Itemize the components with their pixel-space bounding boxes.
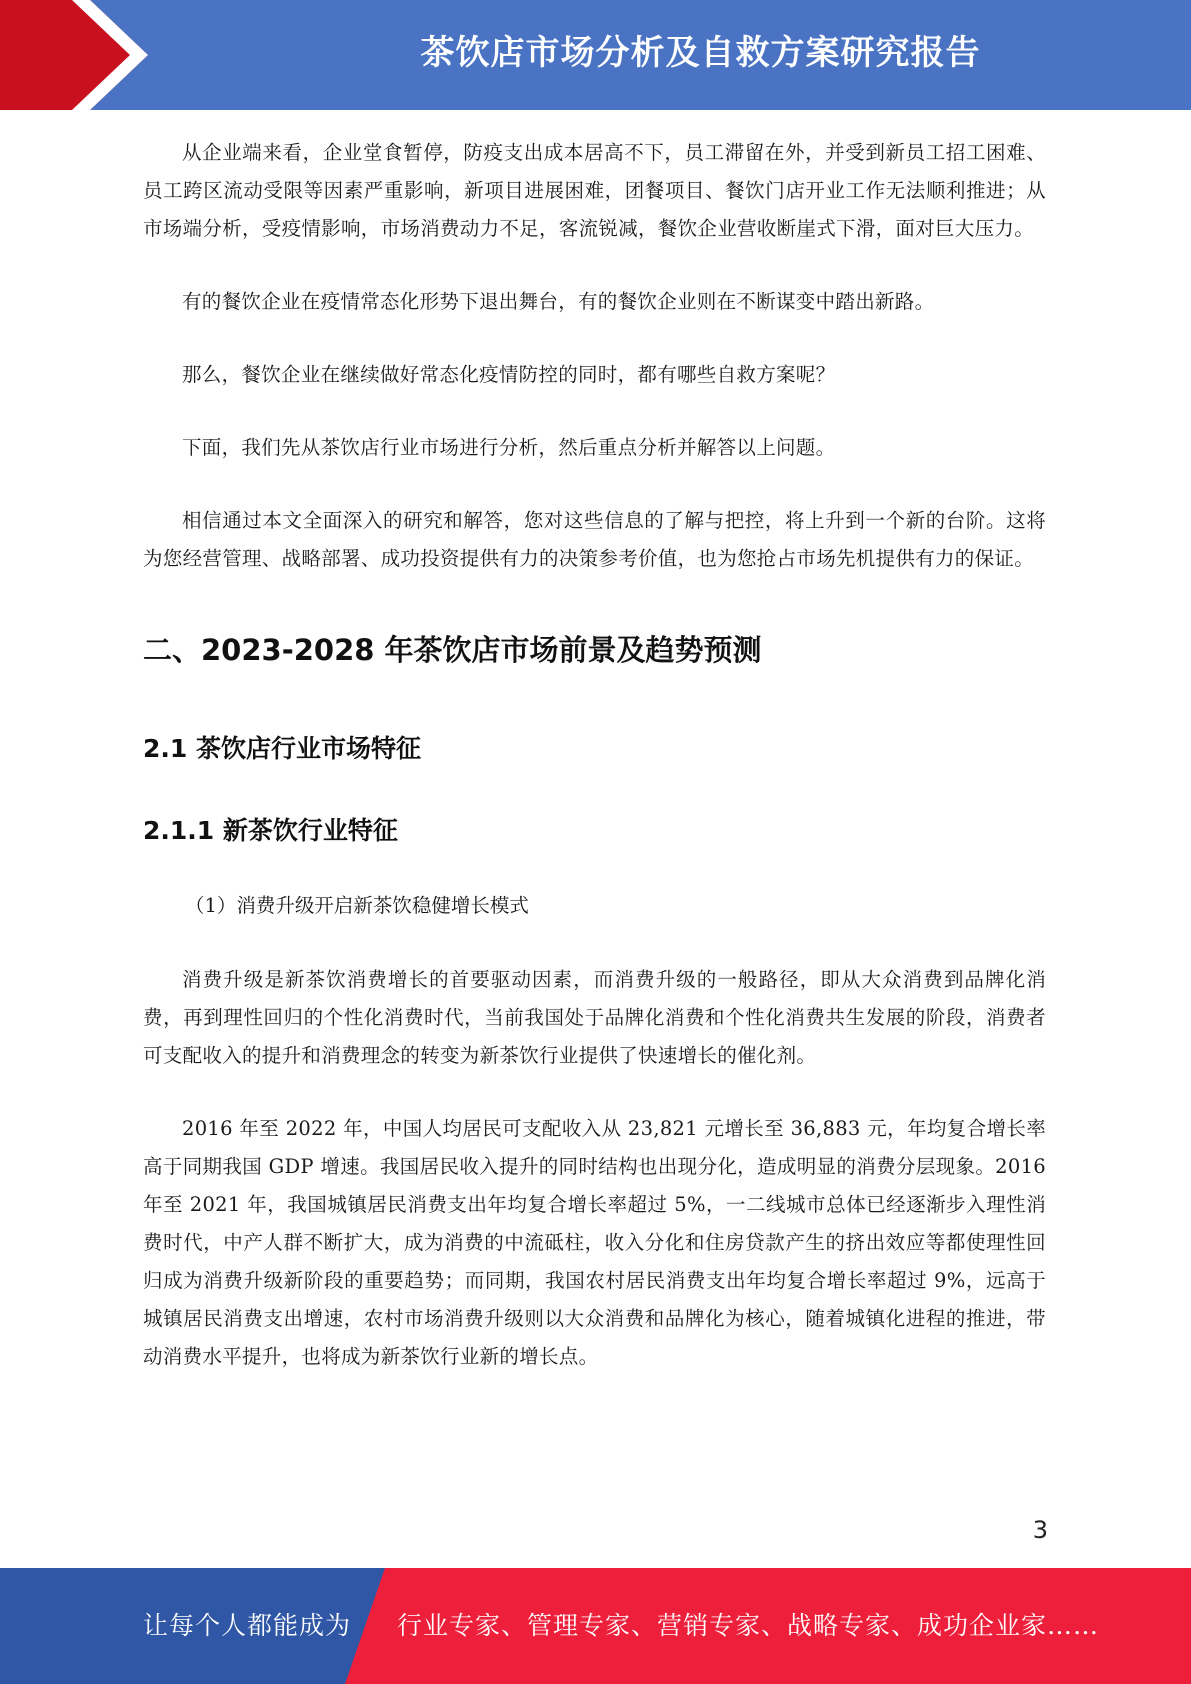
subsection-heading: 2.1 茶饮店行业市场特征 [143, 734, 421, 763]
section-heading: 二、2023-2028 年茶饮店市场前景及趋势预测 [143, 633, 762, 667]
paragraph-7: 2016 年至 2022 年，中国人均居民可支配收入从 23,821 元增长至 36,883 元，年均复合增长率高于同期我国 GDP 增速。我国居民收入提升的同时结构也出现分化，造成明显的消费分层现象。2016 年至 2021 年，我国城镇居民消费支出年均复合增长率超过 5%，一二线城市总体已经逐渐步入理性消费时代，中产人群不断扩大，成为消费的中流砥柱，收入分化和住房贷款产生的挤出效应等都使理性回归成为消费升级新阶段的重要趋势；而同期，我国农村居民消费支出年均复合增长率超过 9%，远高于城镇居民消费支出增速，农村市场消费升级则以大众消费和品牌化为核心，随着城镇化进程的推进，带动消费水平提升，也将成为新茶饮行业新的增长点。 [143, 1117, 1046, 1368]
footer-slogan-left: 让每个人都能成为 [143, 1611, 352, 1640]
report-title: 茶饮店市场分析及自救方案研究报告 [420, 33, 981, 73]
footer-slogan-right: 行业专家、管理专家、营销专家、战略专家、成功企业家…… [397, 1611, 1100, 1640]
paragraph-2: 有的餐饮企业在疫情常态化形势下退出舞台，有的餐饮企业则在不断谋变中踏出新路。 [182, 290, 935, 313]
page-number: 3 [1032, 1516, 1048, 1544]
subsubsection-heading: 2.1.1 新茶饮行业特征 [143, 816, 398, 845]
header-red-arrow [0, 0, 160, 110]
page-footer [0, 1568, 1191, 1684]
paragraph-4: 下面，我们先从茶饮店行业市场进行分析，然后重点分析并解答以上问题。 [182, 436, 836, 459]
paragraph-3: 那么，餐饮企业在继续做好常态化疫情防控的同时，都有哪些自救方案呢？ [182, 363, 836, 386]
paragraph-1: 从企业端来看，企业堂食暂停，防疫支出成本居高不下，员工滞留在外，并受到新员工招工困难、员工跨区流动受限等因素严重影响，新项目进展困难，团餐项目、餐饮门店开业工作无法顺利推进；从市场端分析，受疫情影响，市场消费动力不足，客流锐减，餐饮企业营收断崖式下滑，面对巨大压力。 [143, 141, 1046, 240]
paragraph-6: 消费升级是新茶饮消费增长的首要驱动因素，而消费升级的一般路径，即从大众消费到品牌化消费，再到理性回归的个性化消费时代，当前我国处于品牌化消费和个性化消费共生发展的阶段，消费者可支配收入的提升和消费理念的转变为新茶饮行业提供了快速增长的催化剂。 [143, 968, 1046, 1067]
paragraph-5: 相信通过本文全面深入的研究和解答，您对这些信息的了解与把控，将上升到一个新的台阶。这将为您经营管理、战略部署、成功投资提供有力的决策参考价值，也为您抢占市场先机提供有力的保证。 [143, 509, 1046, 570]
list-item-heading: （1）消费升级开启新茶饮稳健增长模式 [185, 894, 529, 917]
page-content [143, 134, 1046, 1376]
page-header [0, 0, 1191, 110]
